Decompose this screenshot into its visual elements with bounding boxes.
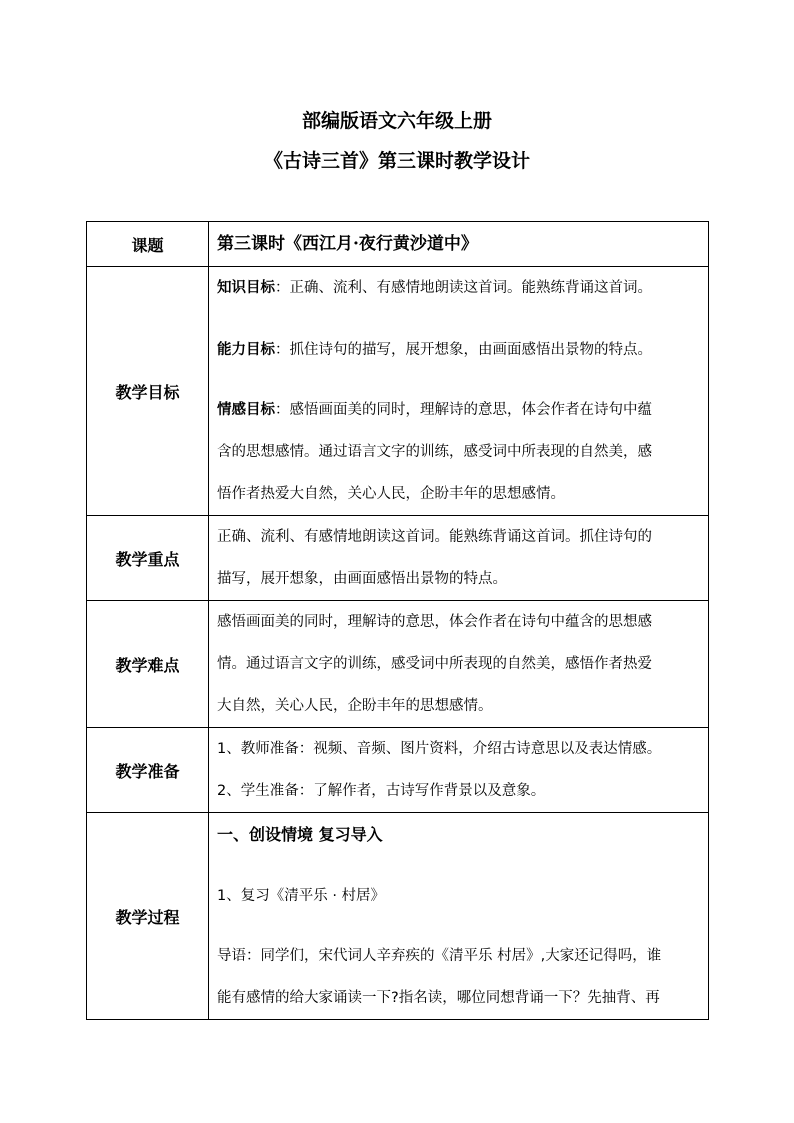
key-points-line1: 正确、流利、有感情地朗读这首词。能熟练背诵这首词。抓住诗句的 [217,529,652,545]
spacer [217,857,700,875]
key-points-line2: 描写，展开想象，由画面感悟出景物的特点。 [217,571,507,587]
emotion-goal-line2: 含的思想感情。通过语言文字的训练，感受词中所表现的自然美，感 [217,444,652,460]
label-topic: 课题 [87,222,209,267]
cell-process [209,813,709,1020]
process-section1-heading: 一、创设情境 复习导入 [217,825,383,844]
difficulties-line1: 感悟画面美的同时，理解诗的意思，体会作者在诗句中蕴含的思想感 [217,614,652,630]
spacer [217,917,700,935]
preparation-line2: 2、学生准备：了解作者，古诗写作背景以及意象。 [217,783,546,799]
label-goals: 教学目标 [87,267,209,516]
knowledge-goal-text: ：正确、流利、有感情地朗读这首词。能熟练背诵这首词。 [275,280,652,296]
row-process [87,813,709,1020]
difficulties-line2: 情。通过语言文字的训练，感受词中所表现的自然美，感悟作者热爱 [217,656,652,672]
document-title: 部编版语文六年级上册 [301,110,492,132]
ability-goal-label: 能力目标 [217,342,275,358]
lesson-plan-table [86,221,709,1020]
row-preparation [87,728,709,813]
emotion-goal-text: ：感悟画面美的同时，理解诗的意思，体会作者在诗句中蕴 [275,402,652,418]
process-intro-line2: 能有感情的给大家诵读一下?指名读，哪位同想背诵一下？先抽背、再 [217,990,660,1006]
knowledge-goal-label: 知识目标 [217,280,275,296]
label-difficulties: 教学难点 [87,601,209,728]
label-key-points: 教学重点 [87,516,209,601]
emotion-goal-line3: 悟作者热爱大自然，关心人民，企盼丰年的思想感情。 [217,486,565,502]
ability-goal [217,329,700,371]
cell-key-points [209,516,709,601]
cell-topic [209,222,709,267]
process-intro-line1: 导语：同学们，宋代词人辛弃疾的《清平乐 村居》,大家还记得吗，谁 [217,948,662,964]
row-topic [87,222,709,267]
label-preparation: 教学准备 [87,728,209,813]
ability-goal-text: ：抓住诗句的描写，展开想象，由画面感悟出景物的特点。 [275,342,652,358]
emotion-goal-line1 [217,389,700,431]
knowledge-goal [217,267,700,309]
row-key-points [87,516,709,601]
row-difficulties [87,601,709,728]
preparation-line1: 1、教师准备：视频、音频、图片资料，介绍古诗意思以及表达情感。 [217,741,662,757]
spacer [217,371,700,389]
difficulties-line3: 大自然，关心人民，企盼丰年的思想感情。 [217,698,493,714]
label-process: 教学过程 [87,813,209,1020]
topic-value: 第三课时《西江月·夜行黄沙道中》 [217,234,478,254]
emotion-goal-label: 情感目标 [217,402,275,418]
cell-goals [209,267,709,516]
document-subtitle: 《古诗三首》第三课时教学设计 [263,150,530,172]
row-goals [87,267,709,516]
cell-difficulties [209,601,709,728]
process-step1: 1、复习《清平乐 · 村居》 [217,888,386,904]
spacer [217,309,700,329]
cell-preparation [209,728,709,813]
